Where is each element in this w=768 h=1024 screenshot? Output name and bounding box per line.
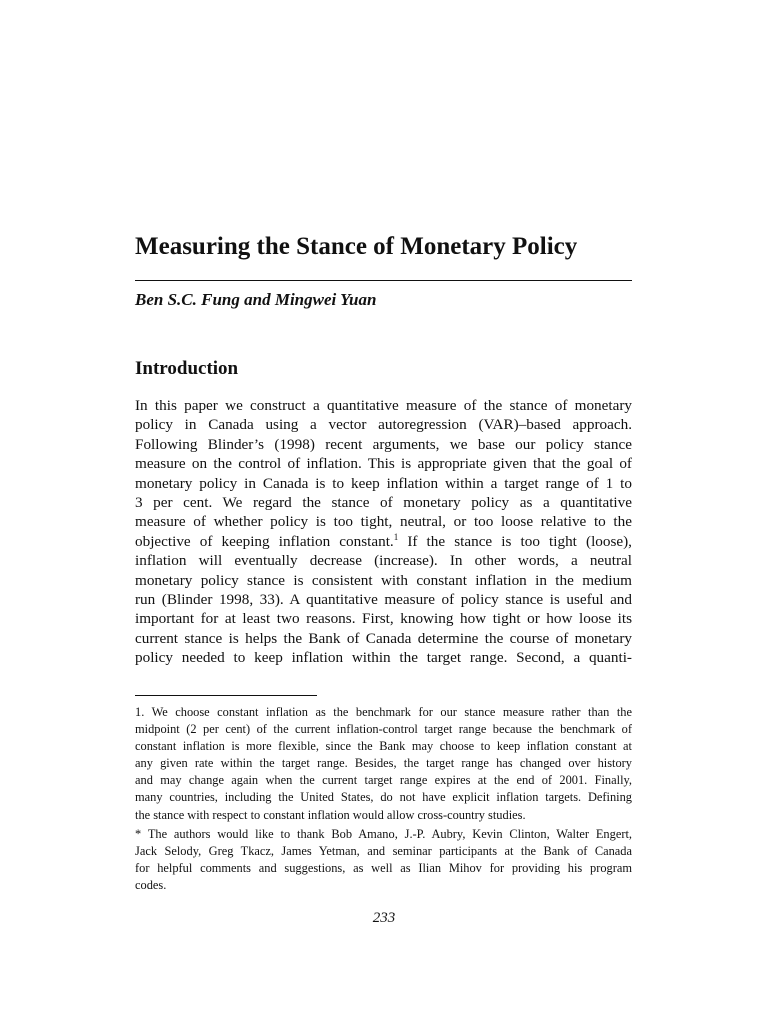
introduction-paragraph (135, 396, 632, 667)
footnote-acknowledgement-line: for helpful comments and suggestions, as well as Ilian Mihov for providing his program (135, 860, 632, 875)
footnote-1-line: and may change again when the current target range expires at the end of 2001. Finally, (135, 773, 632, 788)
footnote-1-line: any given rate within the target range. Besides, the target range has changed over history (135, 756, 632, 771)
body-line-with-footnote-ref (135, 532, 632, 551)
body-line: 3 per cent. We regard the stance of monetary policy as a quantitative (135, 493, 632, 511)
body-line-text: objective of keeping inflation constant. (135, 532, 394, 550)
paper-title: Measuring the Stance of Monetary Policy (135, 233, 578, 260)
body-line-text-continued: If the stance is too tight (loose), (398, 532, 632, 550)
title-rule (135, 280, 632, 281)
footnotes (135, 704, 632, 894)
footnote-1-line: 1. We choose constant inflation as the benchmark for our stance measure rather than the (135, 705, 632, 719)
footnote-acknowledgement-line: codes. (135, 877, 167, 892)
body-line: monetary policy in Canada is to keep inflation within a target range of 1 to (135, 474, 632, 492)
section-heading-introduction: Introduction (135, 358, 239, 379)
body-line: inflation will eventually decrease (increase). In other words, a neutral (135, 552, 632, 570)
body-line: measure on the control of inflation. This is appropriate given that the goal of (135, 455, 632, 473)
footnote-reference-1: 1 (393, 531, 399, 542)
body-line: current stance is helps the Bank of Canada determine the course of monetary (135, 629, 632, 647)
footnote-1-line: many countries, including the United States, do not have explicit inflation targets. Defining (135, 790, 632, 805)
footnote-acknowledgement-line: * The authors would like to thank Bob Amano, J.-P. Aubry, Kevin Clinton, Walter Engert, (135, 826, 632, 841)
body-line: important for at least two reasons. First, knowing how tight or how loose its (135, 610, 632, 628)
footnote-acknowledgement-line: Jack Selody, Greg Tkacz, James Yetman, and seminar participants at the Bank of Canada (135, 843, 632, 858)
body-line: policy in Canada using a vector autoregression (VAR)–based approach. (135, 416, 632, 434)
footnote-1-line: the stance with respect to constant inflation would allow cross-country studies. (135, 807, 526, 822)
body-line: run (Blinder 1998, 33). A quantitative measure of policy stance is useful and (135, 590, 632, 608)
page-number: 233 (372, 910, 396, 926)
body-line: monetary policy stance is consistent with constant inflation in the medium (135, 571, 632, 589)
footnote-rule (135, 695, 317, 696)
footnote-1-line: midpoint (2 per cent) of the current inflation-control target range because the benchmark of (135, 722, 632, 737)
body-line: Following Blinder’s (1998) recent arguments, we base our policy stance (135, 435, 632, 453)
body-line: In this paper we construct a quantitative measure of the stance of monetary (135, 397, 632, 414)
body-line: policy needed to keep inflation within the target range. Second, a quanti- (135, 649, 632, 667)
body-line: measure of whether policy is too tight, neutral, or too loose relative to the (135, 513, 632, 531)
footnote-1-line: constant inflation is more flexible, since the Bank may choose to keep inflation constant at (135, 739, 632, 754)
paper-authors: Ben S.C. Fung and Mingwei Yuan (135, 290, 377, 309)
